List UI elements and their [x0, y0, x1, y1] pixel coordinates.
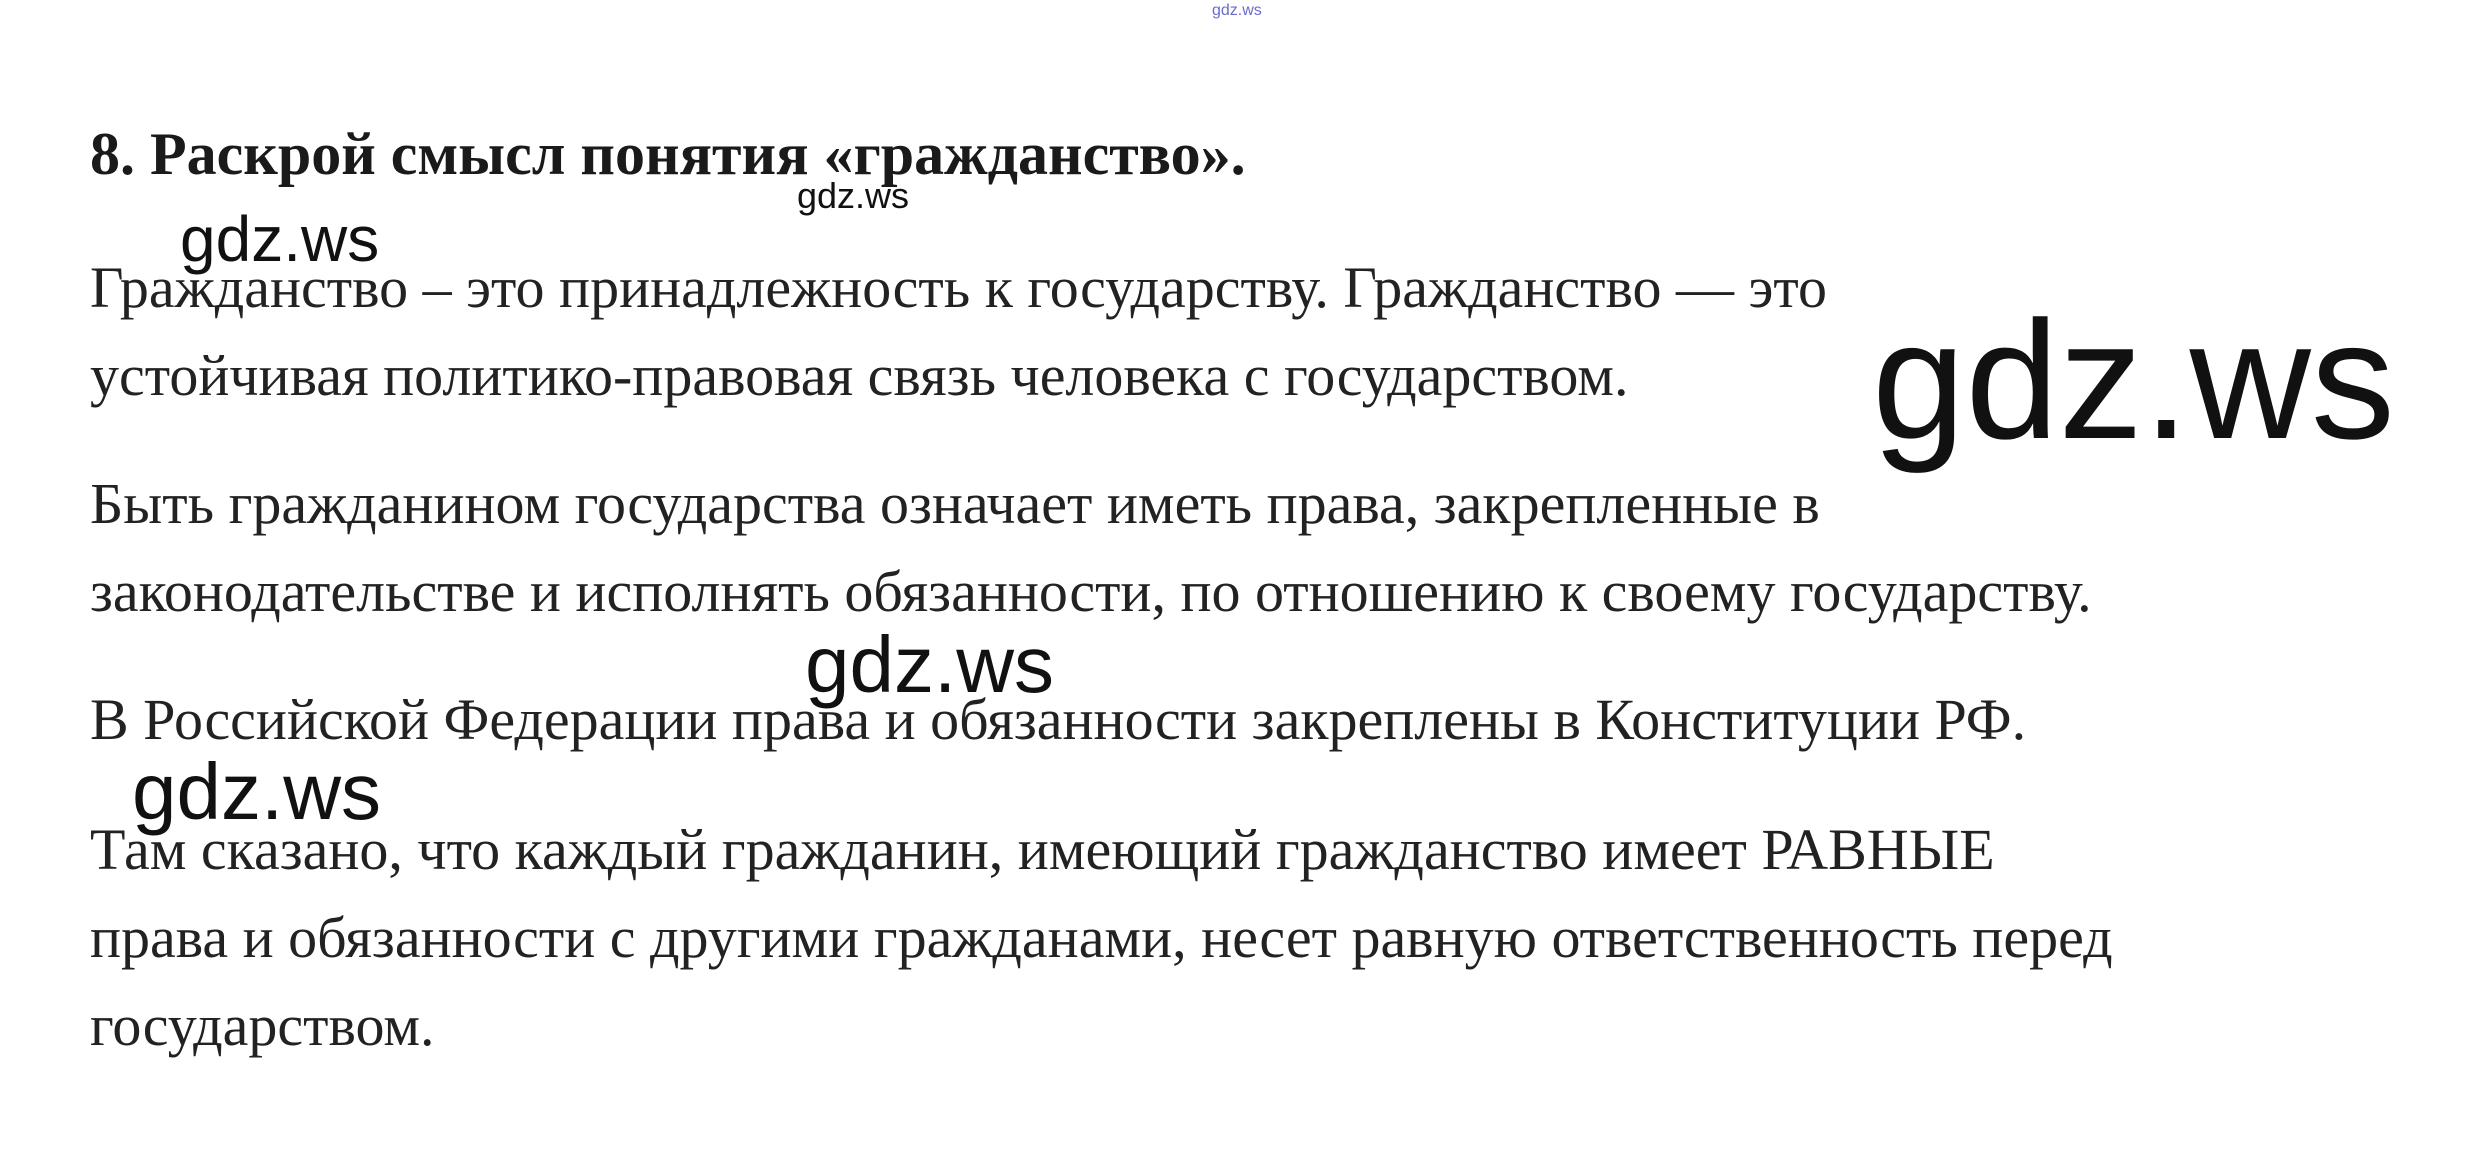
watermark: gdz.ws — [180, 203, 380, 275]
paragraph-line: законодательстве и исполнять обязанности, по отношению к своему государству. — [90, 559, 2092, 624]
paragraph-line: Быть гражданином государства означает иметь права, закрепленные в — [90, 471, 1820, 536]
watermark: gdz.ws — [132, 747, 381, 836]
top-watermark: gdz.ws — [1212, 2, 1262, 19]
paragraph-line: государством. — [90, 993, 435, 1058]
paragraph-line: Там сказано, что каждый гражданин, имеющий гражданство имеет РАВНЫЕ — [90, 817, 1995, 882]
answer-paragraph-4 — [90, 806, 2113, 1070]
answer-paragraph-2 — [90, 460, 2092, 636]
watermark: gdz.ws — [805, 620, 1054, 709]
watermark-small: gdz.ws — [797, 175, 910, 216]
watermark-large: gdz.ws — [1872, 286, 2395, 474]
question-heading: 8. Раскрой смысл понятия «гражданство». — [90, 121, 1246, 187]
paragraph-line: В Российской Федерации права и обязанности закреплены в Конституции РФ. — [90, 687, 2027, 752]
paragraph-line: права и обязанности с другими гражданами, несет равную ответственность перед — [90, 905, 2113, 970]
paragraph-line: устойчивая политико-правовая связь человека с государством. — [90, 343, 1629, 408]
paragraph-line: Гражданство – это принадлежность к государству. Гражданство — это — [90, 255, 1827, 320]
